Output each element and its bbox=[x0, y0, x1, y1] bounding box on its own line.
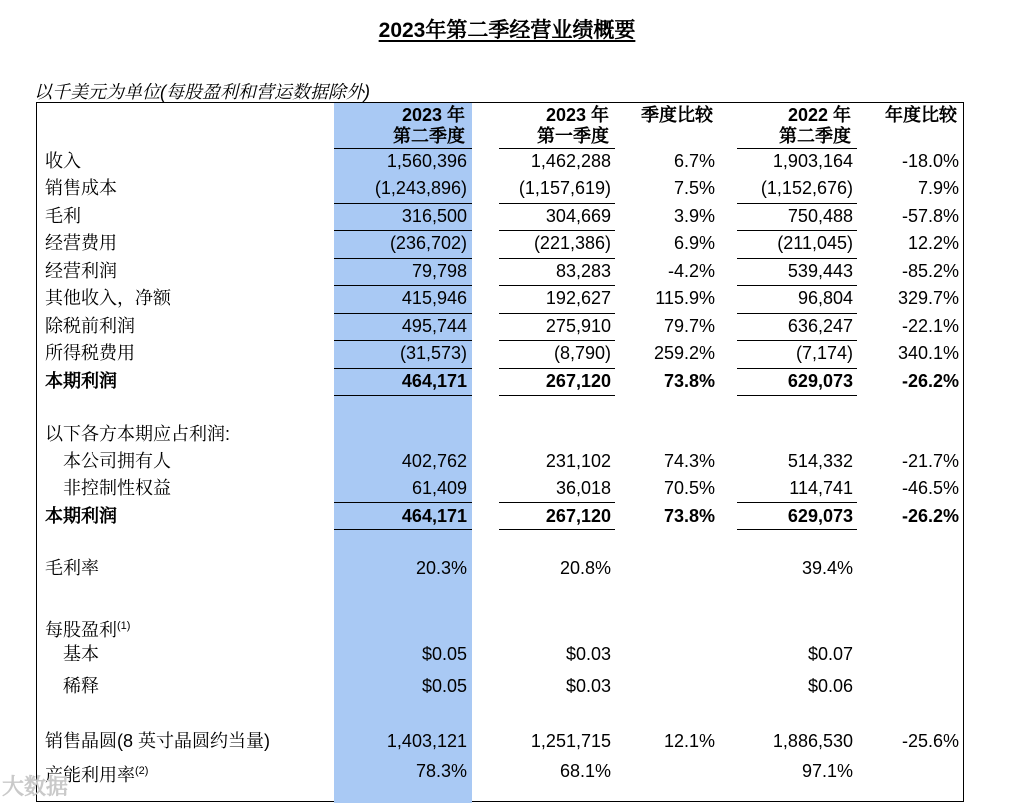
value-2023q1: 36,018 bbox=[555, 478, 611, 498]
value-2023q1: 275,910 bbox=[545, 316, 611, 336]
table-row bbox=[37, 313, 965, 340]
value-2023q2: (31,573) bbox=[399, 343, 467, 363]
row-underline bbox=[737, 395, 857, 396]
value-2023q2: 316,500 bbox=[401, 206, 467, 226]
row-underline bbox=[737, 529, 857, 530]
row-underline bbox=[499, 368, 615, 369]
value-qoq: 73.8% bbox=[663, 371, 715, 391]
row-label: 收入 bbox=[45, 151, 81, 171]
value-2023q1: (1,157,619) bbox=[518, 178, 611, 198]
row-underline bbox=[499, 502, 615, 503]
value-2022q2: 96,804 bbox=[797, 288, 853, 308]
value-yoy: 7.9% bbox=[917, 178, 959, 198]
value-qoq: 3.9% bbox=[673, 206, 715, 226]
value-yoy: 329.7% bbox=[897, 288, 959, 308]
row-underline bbox=[334, 285, 472, 286]
value-qoq: 259.2% bbox=[653, 343, 715, 363]
row-label: 本期利润 bbox=[45, 371, 117, 391]
header-qoq: 季度比较 bbox=[641, 105, 713, 125]
value-yoy: -46.5% bbox=[901, 478, 959, 498]
value-2023q2: (1,243,896) bbox=[374, 178, 467, 198]
table-row bbox=[37, 448, 965, 475]
value-2022q2: 629,073 bbox=[787, 506, 853, 526]
row-label: 产能利用率$^{(2)}$ bbox=[45, 765, 149, 785]
table-row bbox=[37, 641, 965, 668]
header-2023q1: 2023 年 第一季度 bbox=[537, 105, 609, 146]
value-2023q1: 1,462,288 bbox=[530, 151, 611, 171]
table-row bbox=[37, 175, 965, 202]
value-2023q2: (236,702) bbox=[389, 233, 467, 253]
value-2023q1: (8,790) bbox=[553, 343, 611, 363]
row-label: 其他收入，净额 bbox=[45, 288, 171, 308]
value-qoq: 115.9% bbox=[655, 288, 715, 308]
row-label: 经营利润 bbox=[45, 261, 117, 281]
row-underline bbox=[334, 230, 472, 231]
value-yoy: -22.1% bbox=[901, 316, 959, 336]
table-row bbox=[37, 368, 965, 395]
row-underline bbox=[499, 395, 615, 396]
row-label: 经营费用 bbox=[45, 233, 117, 253]
header-2023q2: 2023 年 第二季度 bbox=[393, 105, 465, 146]
value-2023q1: $0.03 bbox=[565, 644, 611, 664]
value-2022q2: 629,073 bbox=[787, 371, 853, 391]
header-2022q2: 2022 年 第二季度 bbox=[779, 105, 851, 146]
value-2023q1: 304,669 bbox=[545, 206, 611, 226]
results-table bbox=[36, 102, 964, 802]
row-label: 以下各方本期应占利润: bbox=[45, 424, 230, 444]
value-2023q1: 1,251,715 bbox=[530, 731, 611, 751]
table-row bbox=[37, 285, 965, 312]
value-yoy: -18.0% bbox=[901, 151, 959, 171]
row-underline bbox=[334, 395, 472, 396]
row-underline bbox=[499, 285, 615, 286]
table-row bbox=[37, 340, 965, 367]
row-underline bbox=[737, 313, 857, 314]
value-yoy: -85.2% bbox=[901, 261, 959, 281]
value-qoq: 12.1% bbox=[663, 731, 715, 751]
value-qoq: 79.7% bbox=[663, 316, 715, 336]
row-underline bbox=[737, 368, 857, 369]
units-note: 以千美元为单位(每股盈利和营运数据除外) bbox=[34, 82, 370, 102]
table-row bbox=[37, 230, 965, 257]
row-label: 稀释 bbox=[63, 676, 99, 696]
page-title: 2023年第二季经营业绩概要 bbox=[378, 19, 636, 42]
row-underline bbox=[737, 203, 857, 204]
value-yoy: -57.8% bbox=[901, 206, 959, 226]
value-2023q2: 495,744 bbox=[401, 316, 467, 336]
value-2023q1: (221,386) bbox=[533, 233, 611, 253]
row-label: 毛利 bbox=[45, 206, 81, 226]
value-yoy: -25.6% bbox=[901, 731, 959, 751]
value-2023q2: 1,403,121 bbox=[386, 731, 467, 751]
row-underline bbox=[499, 258, 615, 259]
value-qoq: 74.3% bbox=[663, 451, 715, 471]
row-underline bbox=[499, 313, 615, 314]
footnote-marker: (2) bbox=[135, 765, 149, 777]
value-2022q2: 539,443 bbox=[787, 261, 853, 281]
value-2023q2: 61,409 bbox=[411, 478, 467, 498]
value-2022q2: (7,174) bbox=[795, 343, 853, 363]
value-2023q2: 464,171 bbox=[401, 371, 467, 391]
value-yoy: -26.2% bbox=[901, 506, 959, 526]
table-row bbox=[37, 758, 965, 785]
value-2022q2: $0.06 bbox=[807, 676, 853, 696]
value-2023q2: 402,762 bbox=[401, 451, 467, 471]
value-qoq: 70.5% bbox=[663, 478, 715, 498]
value-yoy: -26.2% bbox=[901, 371, 959, 391]
row-label: 本期利润 bbox=[45, 506, 117, 526]
value-2022q2: 114,741 bbox=[789, 478, 853, 498]
row-label: 除税前利润 bbox=[45, 316, 135, 336]
value-2022q2: $0.07 bbox=[807, 644, 853, 664]
value-yoy: -21.7% bbox=[901, 451, 959, 471]
value-2023q2: 415,946 bbox=[401, 288, 467, 308]
value-2022q2: 1,903,164 bbox=[772, 151, 853, 171]
row-underline bbox=[737, 285, 857, 286]
row-underline bbox=[737, 502, 857, 503]
table-row bbox=[37, 673, 965, 700]
value-2023q2: 464,171 bbox=[401, 506, 467, 526]
row-underline bbox=[737, 230, 857, 231]
row-underline bbox=[334, 502, 472, 503]
value-2023q1: 68.1% bbox=[559, 761, 611, 781]
value-2022q2: 97.1% bbox=[801, 761, 853, 781]
value-qoq: 73.8% bbox=[663, 506, 715, 526]
row-underline bbox=[334, 258, 472, 259]
row-label: 非控制性权益 bbox=[63, 478, 171, 498]
row-label: 毛利率 bbox=[45, 558, 99, 578]
row-label: 每股盈利$^{(1)}$ bbox=[45, 620, 131, 640]
table-row bbox=[37, 613, 965, 640]
value-2022q2: 1,886,530 bbox=[772, 731, 853, 751]
value-2023q2: 79,798 bbox=[411, 261, 467, 281]
value-2023q2: 1,560,396 bbox=[386, 151, 467, 171]
value-2023q1: $0.03 bbox=[565, 676, 611, 696]
table-row bbox=[37, 728, 965, 755]
row-underline bbox=[737, 258, 857, 259]
value-qoq: -4.2% bbox=[667, 261, 715, 281]
row-label: 所得税费用 bbox=[45, 343, 135, 363]
value-2022q2: (211,045) bbox=[777, 233, 853, 253]
value-2023q2: $0.05 bbox=[421, 644, 467, 664]
table-row bbox=[37, 555, 965, 582]
row-underline bbox=[499, 230, 615, 231]
row-underline bbox=[737, 340, 857, 341]
table-row bbox=[37, 421, 965, 448]
value-2023q1: 83,283 bbox=[555, 261, 611, 281]
value-2023q2: 20.3% bbox=[415, 558, 467, 578]
row-label: 销售晶圆(8 英寸晶圆约当量) bbox=[45, 731, 270, 751]
value-2023q2: $0.05 bbox=[421, 676, 467, 696]
table-row bbox=[37, 148, 965, 175]
row-underline bbox=[499, 529, 615, 530]
value-qoq: 7.5% bbox=[673, 178, 715, 198]
row-underline bbox=[334, 203, 472, 204]
row-label: 基本 bbox=[63, 644, 99, 664]
value-yoy: 340.1% bbox=[897, 343, 959, 363]
row-underline bbox=[334, 313, 472, 314]
table-row bbox=[37, 258, 965, 285]
value-2023q1: 231,102 bbox=[545, 451, 611, 471]
value-yoy: 12.2% bbox=[907, 233, 959, 253]
value-2022q2: (1,152,676) bbox=[760, 178, 853, 198]
row-underline bbox=[499, 203, 615, 204]
value-2022q2: 39.4% bbox=[801, 558, 853, 578]
row-label: 本公司拥有人 bbox=[63, 451, 171, 471]
watermark-text: 大数据 bbox=[2, 774, 69, 799]
value-2023q1: 192,627 bbox=[545, 288, 611, 308]
value-2022q2: 636,247 bbox=[787, 316, 853, 336]
value-2022q2: 514,332 bbox=[787, 451, 853, 471]
row-underline bbox=[334, 368, 472, 369]
value-2023q1: 20.8% bbox=[559, 558, 611, 578]
value-qoq: 6.9% bbox=[673, 233, 715, 253]
value-2023q2: 78.3% bbox=[415, 761, 467, 781]
value-2023q1: 267,120 bbox=[545, 371, 611, 391]
table-row bbox=[37, 503, 965, 530]
footnote-marker: (1) bbox=[117, 620, 131, 632]
row-label: 销售成本 bbox=[45, 178, 117, 198]
table-row bbox=[37, 203, 965, 230]
value-qoq: 6.7% bbox=[673, 151, 715, 171]
value-2022q2: 750,488 bbox=[787, 206, 853, 226]
header-yoy: 年度比较 bbox=[885, 105, 957, 125]
row-underline bbox=[334, 340, 472, 341]
row-underline bbox=[334, 529, 472, 530]
table-row bbox=[37, 475, 965, 502]
row-underline bbox=[499, 340, 615, 341]
value-2023q1: 267,120 bbox=[545, 506, 611, 526]
